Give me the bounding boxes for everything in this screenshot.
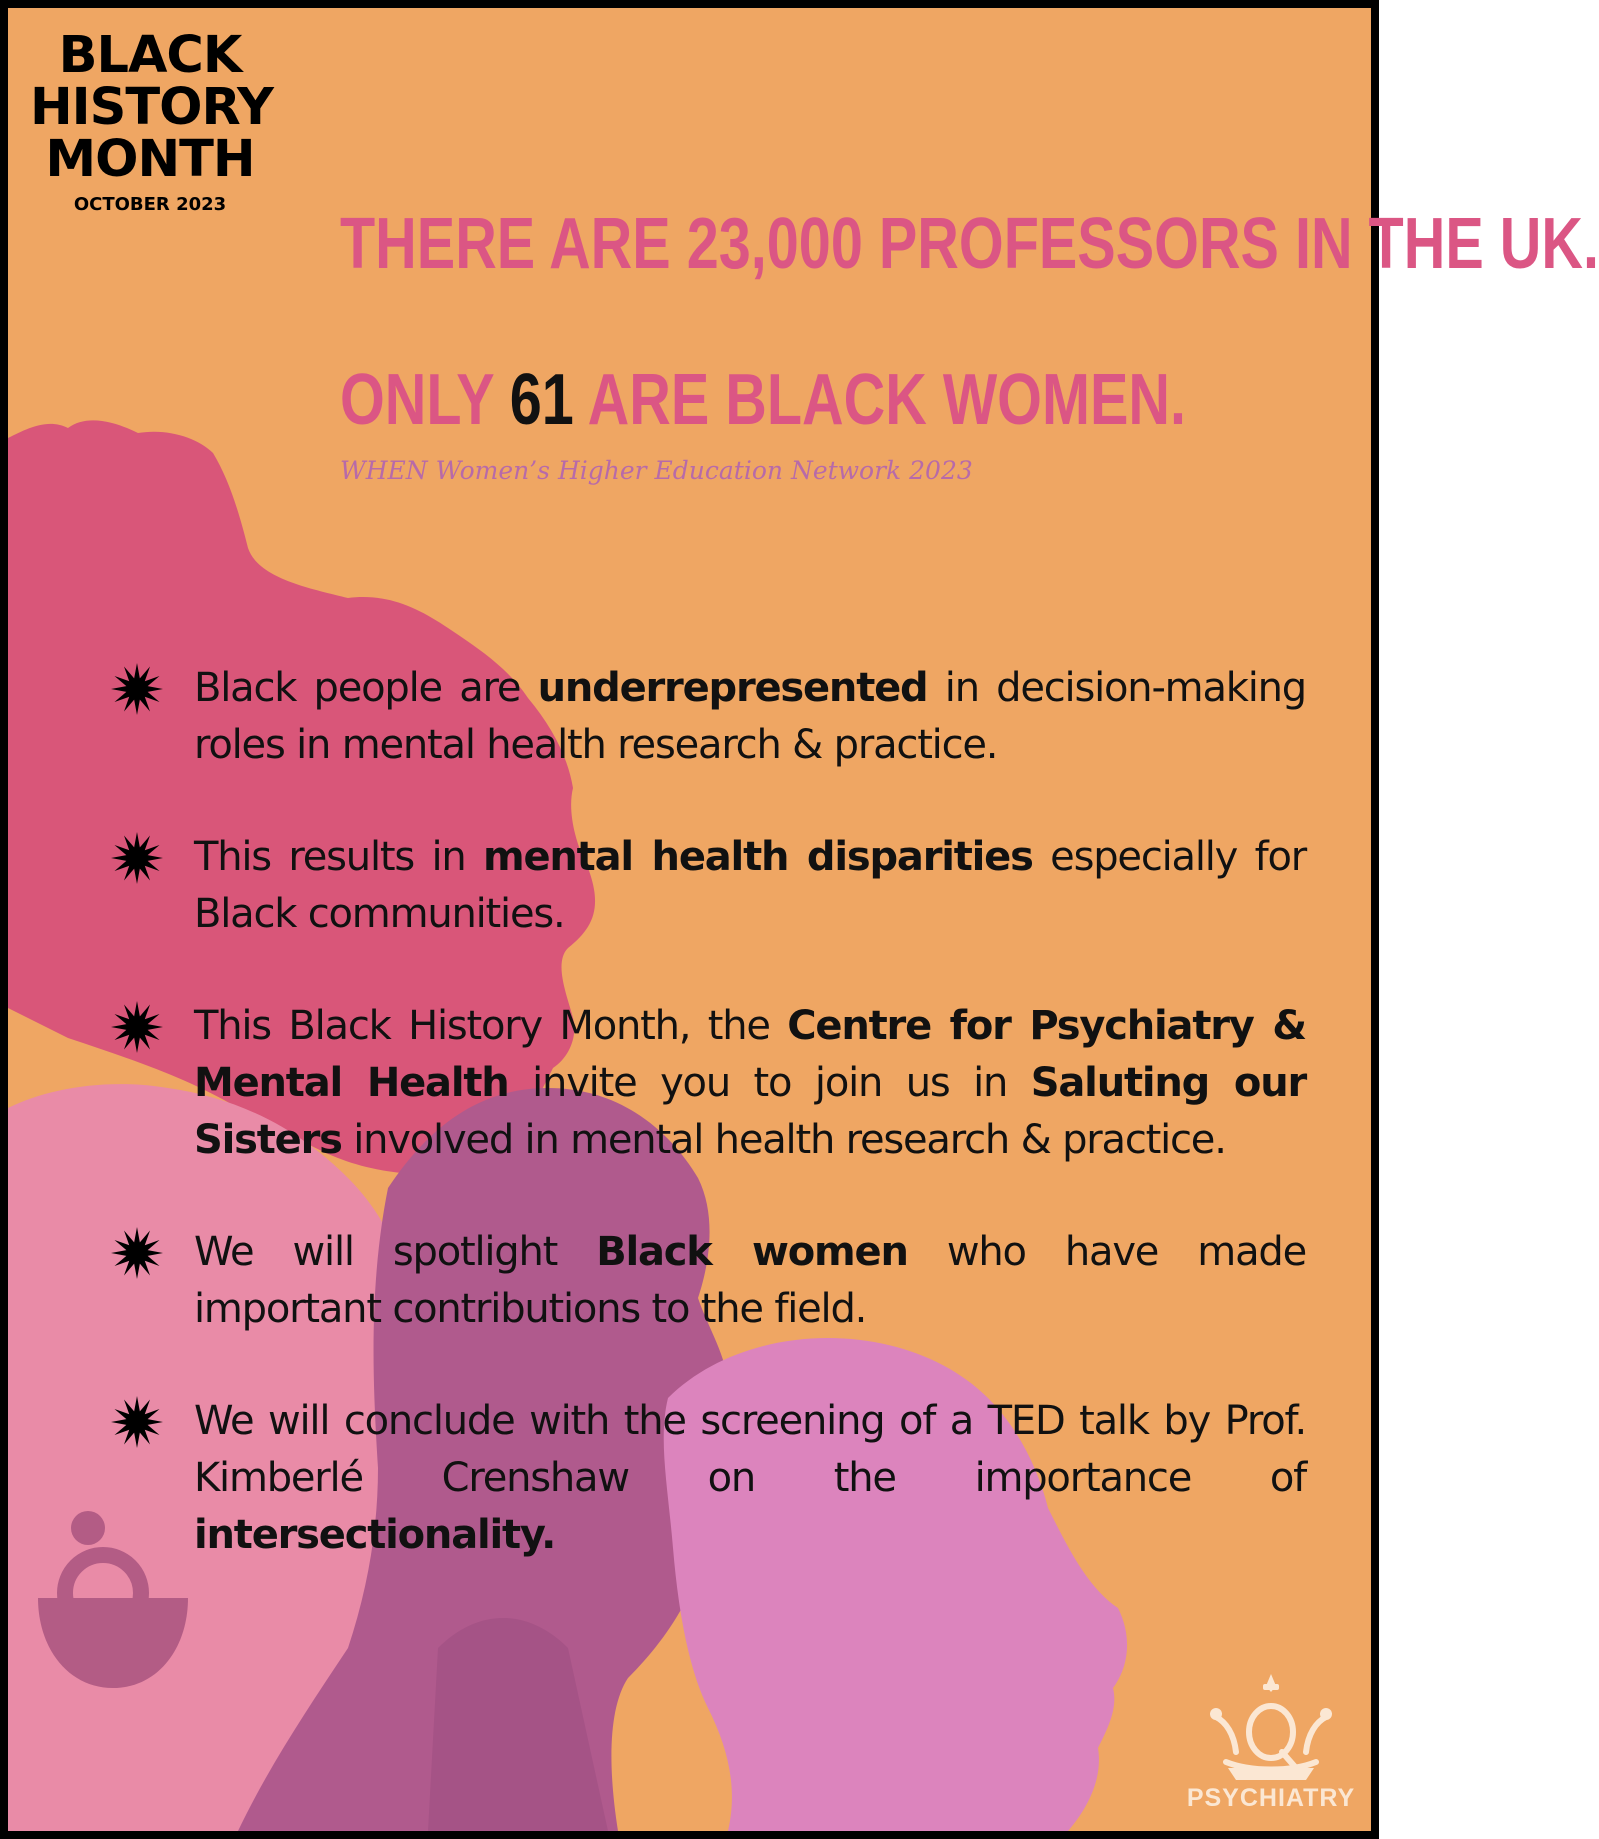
- bullet-text-regular: involved in mental health research & practice.: [341, 1117, 1226, 1163]
- starburst-bullet-icon: [110, 662, 164, 716]
- starburst-bullet-icon: [110, 1395, 164, 1449]
- bullet-text: [194, 829, 1306, 943]
- bullet-text-regular: This Black History Month, the: [194, 1003, 788, 1049]
- bullet-text-regular: who have made important contributions to the field.: [194, 1229, 1306, 1332]
- starburst-bullet-icon: [110, 831, 164, 885]
- starburst-bullet-icon: [110, 1000, 164, 1054]
- psychiatry-logo: [1186, 1672, 1356, 1813]
- earring-dot: [71, 1511, 105, 1545]
- bullet-item: [106, 998, 1306, 1169]
- bullet-item: [106, 660, 1306, 774]
- bullet-item: [106, 829, 1306, 943]
- bullet-item: [106, 1224, 1306, 1338]
- badge-line-3: MONTH: [45, 130, 255, 189]
- starburst-bullet-icon: [110, 1226, 164, 1280]
- bullet-list: [106, 660, 1306, 1619]
- bullet-item: [106, 1393, 1306, 1564]
- bullet-text-regular: We will spotlight: [194, 1229, 597, 1275]
- badge-line-2: HISTORY: [30, 78, 273, 137]
- badge-date: OCTOBER 2023: [73, 194, 227, 215]
- black-history-month-badge: [30, 26, 273, 215]
- logo-label: PSYCHIATRY: [1186, 1784, 1356, 1812]
- bullet-text: [194, 660, 1306, 774]
- bullet-text-bold: Saluting our Sisters: [194, 1060, 1306, 1163]
- bullet-text: [194, 1393, 1306, 1564]
- badge-line-1: BLACK: [58, 26, 242, 85]
- bullet-text-regular: invite you to join us in: [508, 1060, 1031, 1106]
- headline-are-black-women: ARE BLACK WOMEN.: [573, 360, 1186, 440]
- bullet-text-bold: underrepresented: [537, 665, 928, 711]
- bullet-text-regular: Black people are: [194, 665, 538, 711]
- bullet-text-regular: We will conclude with the screening of a TED talk by Prof. Kimberlé Crenshaw on the importance of: [194, 1398, 1306, 1501]
- headline-professors: THERE ARE 23,000 PROFESSORS IN THE UK.: [340, 204, 1599, 284]
- bullet-text-regular: in decision-making roles in mental health research & practice.: [194, 665, 1306, 768]
- headline-only: ONLY: [340, 360, 510, 440]
- source-citation: WHEN Women’s Higher Education Network 2023: [340, 456, 973, 485]
- bullet-text-bold: mental health disparities: [482, 834, 1033, 880]
- bullet-text-regular: especially for Black communities.: [194, 834, 1306, 937]
- bullet-text-bold: intersectionality.: [194, 1512, 556, 1558]
- bullet-text-regular: This results in: [194, 834, 483, 880]
- headline-black-women: [340, 360, 1186, 440]
- headline-number: 61: [509, 360, 574, 440]
- bullet-text: [194, 1224, 1306, 1338]
- bullet-text: [194, 998, 1306, 1169]
- bullet-text-bold: Black women: [596, 1229, 908, 1275]
- bullet-text-bold: Centre for Psychiatry & Mental Health: [194, 1003, 1306, 1106]
- crown-q-logo-icon: [1206, 1672, 1336, 1782]
